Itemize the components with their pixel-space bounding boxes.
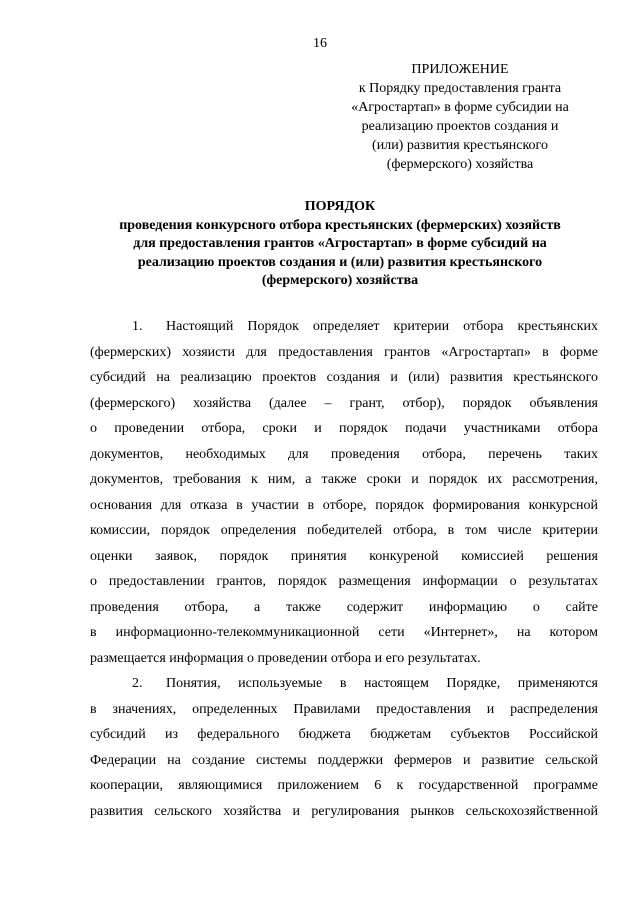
title-line: (фермерского) хозяйства xyxy=(261,273,419,288)
appendix-label: ПРИЛОЖЕНИЕ xyxy=(411,62,509,77)
title-line: для предоставления грантов «Агростартап» в форме субсидий на xyxy=(133,236,547,251)
appendix-line: реализацию проектов создания и xyxy=(361,119,559,134)
paragraph-line: оценки заявок, порядок принятия конкуреной комиссией решения xyxy=(90,548,598,564)
appendix-line: (или) развития крестьянского xyxy=(372,138,548,153)
title-line: реализацию проектов создания и (или) развития крестьянского xyxy=(137,254,543,270)
paragraph-text: Понятия, используемые в настоящем Порядке, применяются xyxy=(166,676,598,691)
paragraph-line: о предоставлении грантов, порядок размещения информации о результатах xyxy=(90,574,598,589)
title-line: проведения конкурсного отбора крестьянских (фермерских) хозяйств xyxy=(119,217,561,233)
paragraph-line xyxy=(90,671,598,697)
page-number: 16 xyxy=(313,36,327,51)
paragraph-text: Настоящий Порядок определяет критерии отбора крестьянских xyxy=(166,319,598,334)
appendix-line: «Агростартап» в форме субсидии на xyxy=(351,100,569,115)
paragraph-line: кооперации, являющимися приложением 6 к государственной программе xyxy=(90,778,598,793)
appendix-header xyxy=(330,60,590,174)
appendix-line: (фермерского) хозяйства xyxy=(386,157,534,172)
paragraph-line: комиссии, порядок определения победителей отбора, в том числе критерии xyxy=(90,523,598,538)
document-body xyxy=(90,314,598,824)
paragraph-line: развития сельского хозяйства и регулирования рынков сельскохозяйственной xyxy=(90,803,598,819)
paragraph-line: субсидий на реализацию проектов создания и (или) развития крестьянского xyxy=(90,370,598,385)
paragraph-number: 2. xyxy=(132,676,143,691)
paragraph-line: (фермерских) хозяисти для предоставления грантов «Агростартап» в форме xyxy=(90,344,598,360)
paragraph-line: документов, требования к ним, а также сроки и порядок их рассмотрения, xyxy=(90,472,598,487)
paragraph-line xyxy=(90,314,598,340)
paragraph-line: в информационно-телекоммуникационной сети «Интернет», на котором xyxy=(90,625,598,640)
document-title xyxy=(80,198,600,291)
paragraph-line: размещается информация о проведении отбора и его результатах. xyxy=(90,650,481,666)
paragraph-line: Федерации на создание системы поддержки фермеров и развитие сельской xyxy=(90,752,598,768)
paragraph-number: 1. xyxy=(132,319,143,334)
paragraph-line: (фермерского) хозяйства (далее – грант, отбор), порядок объявления xyxy=(90,395,598,411)
title-heading: ПОРЯДОК xyxy=(304,199,376,214)
paragraph-line: субсидий из федерального бюджета бюджетам субъектов Российской xyxy=(90,727,598,742)
paragraph-2 xyxy=(90,671,598,824)
paragraph-line: основания для отказа в участии в отборе, порядок формирования конкурсной xyxy=(90,497,598,513)
paragraph-line: документов, необходимых для проведения отбора, перечень таких xyxy=(90,446,598,462)
paragraph-1 xyxy=(90,314,598,671)
paragraph-line: в значениях, определенных Правилами предоставления и распределения xyxy=(90,701,598,717)
paragraph-line: проведения отбора, а также содержит информацию о сайте xyxy=(90,599,598,615)
appendix-line: к Порядку предоставления гранта xyxy=(358,81,562,96)
paragraph-line: о проведении отбора, сроки и порядок подачи участниками отбора xyxy=(90,421,598,436)
